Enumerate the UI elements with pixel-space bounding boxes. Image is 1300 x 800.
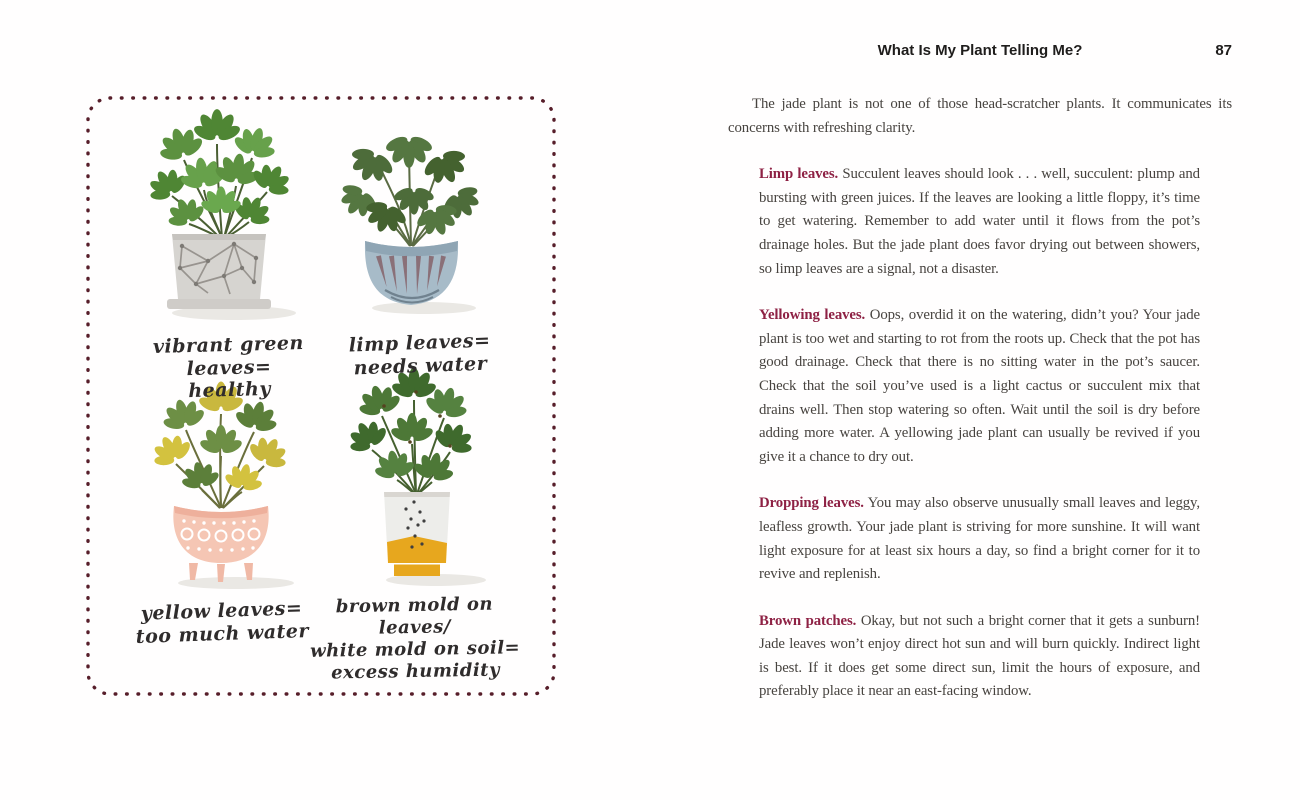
- entry-dropping-leaves-text: You may also observe unusually small leaves and leggy, leafless growth. Your jade plant is striving for more sunshine. It will want light exposure for at least six hours a day, so find a bright corner for it to revive and replenish.: [759, 495, 1200, 583]
- page-title: What Is My Plant Telling Me?: [877, 42, 1083, 59]
- label-limp-line2: needs water: [353, 352, 488, 379]
- entry-limp-leaves-text: Succulent leaves should look . . . well, succulent: plump and bursting with green juices. If the leaves are looking a little floppy, it’s time to get watering. Remember to add water until it flows from the pot’s drainage holes. But the jade plant does favor drying out between showers, so limp leaves are a signal, not a disaster.: [759, 166, 1200, 277]
- illustration-panel: [84, 94, 558, 698]
- plant-limp: [332, 134, 489, 314]
- label-healthy-line1: vibrant green leaves=: [152, 332, 305, 380]
- text-page: [728, 42, 1232, 704]
- label-yellow-line2: too much water: [135, 619, 310, 648]
- page-number: 87: [1215, 42, 1232, 59]
- label-mold-line1: brown mold on leaves/: [335, 593, 494, 639]
- label-limp: [329, 329, 510, 380]
- plant-healthy: [141, 109, 299, 320]
- label-yellow-line1: yellow leaves=: [140, 597, 303, 625]
- label-healthy-line2: healthy: [188, 377, 272, 403]
- entry-yellowing-leaves-text: Oops, overdid it on the watering, didn’t you? Your jade plant is too wet and starting to rot from the roots up. Check that the pot has good drainage. Check that there is no sitting water in the pot’s saucer. Check that the soil you’ve used is a light cactus or succulent mix that drains well. Then stop watering so often. Wait until the soil is dry before adding more water. A yellowing jade plant can usually be revived if you give it a chance to dry out.: [759, 307, 1200, 465]
- label-mold-line3: excess humidity: [330, 659, 501, 684]
- plant-yellowing-pot: [173, 506, 268, 582]
- entry-yellowing-leaves: [759, 304, 1200, 469]
- entry-yellowing-leaves-lead: Yellowing leaves.: [759, 307, 866, 324]
- plant-healthy-pot: [167, 234, 271, 309]
- plant-mold: [341, 368, 486, 587]
- plant-yellowing: [145, 382, 295, 590]
- label-mold-line2: white mold on soil=: [310, 637, 521, 662]
- running-head: [728, 42, 1232, 60]
- entry-brown-patches-text: Okay, but not such a bright corner that it gets a sunburn! Jade leaves won’t enjoy direct hot sun and will burn quickly. Indirect light is best. If it does get some direct sun, limit the hours of exposure, and preferably place it near an east-facing window.: [759, 612, 1200, 700]
- label-mold: [307, 593, 523, 685]
- entry-limp-leaves: [759, 163, 1200, 281]
- entry-dropping-leaves: [759, 492, 1200, 586]
- entry-limp-leaves-lead: Limp leaves.: [759, 166, 839, 183]
- intro-paragraph: The jade plant is not one of those head-scratcher plants. It communicates its concerns with refreshing clarity.: [728, 96, 1232, 136]
- entry-dropping-leaves-lead: Dropping leaves.: [759, 495, 864, 512]
- label-healthy: [123, 331, 335, 404]
- plant-mold-pot: [384, 492, 450, 576]
- entry-brown-patches-lead: Brown patches.: [759, 612, 857, 629]
- entries-list: [759, 163, 1200, 704]
- plant-mold-foliage: [341, 368, 481, 486]
- plant-limp-pot: [365, 241, 458, 305]
- label-yellow: [121, 597, 322, 649]
- label-limp-line1: limp leaves=: [348, 329, 491, 357]
- entry-brown-patches: [759, 610, 1200, 704]
